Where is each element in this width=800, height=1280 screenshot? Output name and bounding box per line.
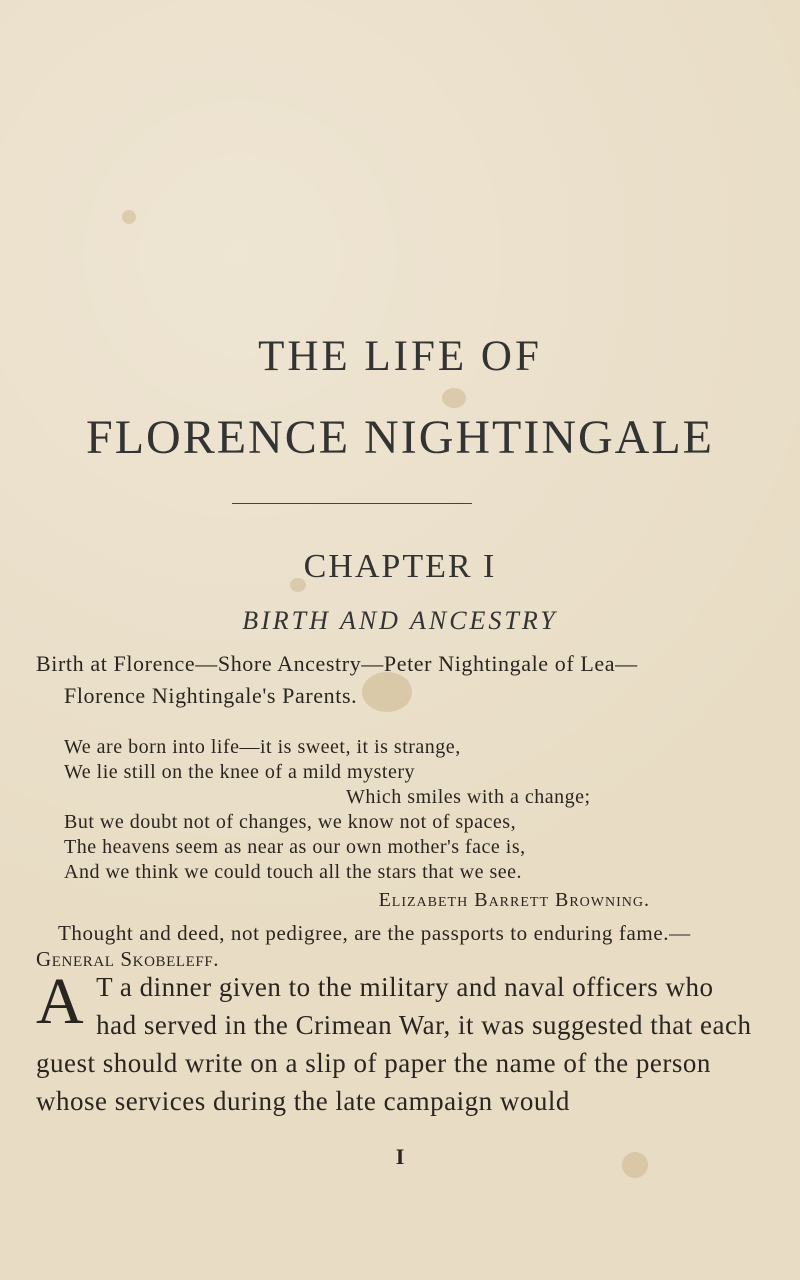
prose-epigraph — [36, 920, 760, 972]
title-divider — [232, 503, 472, 504]
epigraph-text: Thought and deed, not pedigree, are the passports to enduring fame.— — [58, 921, 691, 945]
book-title-line-1: THE LIFE OF — [258, 333, 542, 380]
poem-attribution: Elizabeth Barrett Browning. — [378, 889, 650, 911]
chapter-subtitle: BIRTH AND ANCESTRY — [242, 606, 558, 635]
chapter-summary-line-1: Birth at Florence—Shore Ancestry—Peter Nightingale of Lea— — [36, 651, 638, 676]
poem-line: We are born into life—it is sweet, it is strange, — [64, 736, 461, 758]
drop-cap: A — [36, 965, 85, 1038]
poem-epigraph — [64, 735, 764, 885]
page-number: I — [395, 1144, 405, 1169]
chapter-heading: CHAPTER I — [303, 548, 497, 585]
foxing-spot — [122, 210, 136, 224]
epigraph-attribution: General Skobeleff. — [36, 947, 220, 971]
poem-line: We lie still on the knee of a mild mystery — [64, 761, 415, 783]
poem-line: And we think we could touch all the stars that we see. — [64, 861, 522, 883]
poem-line: The heavens seem as near as our own mother's face is, — [64, 836, 526, 858]
book-title-line-2: FLORENCE NIGHTINGALE — [86, 411, 714, 464]
poem-line: But we doubt not of changes, we know not of spaces, — [64, 811, 517, 833]
body-text: T a dinner given to the military and naval officers who had served in the Crimean War, it was suggested that each guest should write on a slip of paper the name of the person whose services during the late campaign would — [36, 972, 752, 1116]
foxing-spot — [442, 388, 466, 408]
body-paragraph — [36, 965, 760, 1120]
chapter-summary-line-2: Florence Nightingale's Parents. — [64, 683, 358, 708]
poem-line: Which smiles with a change; — [346, 786, 591, 808]
